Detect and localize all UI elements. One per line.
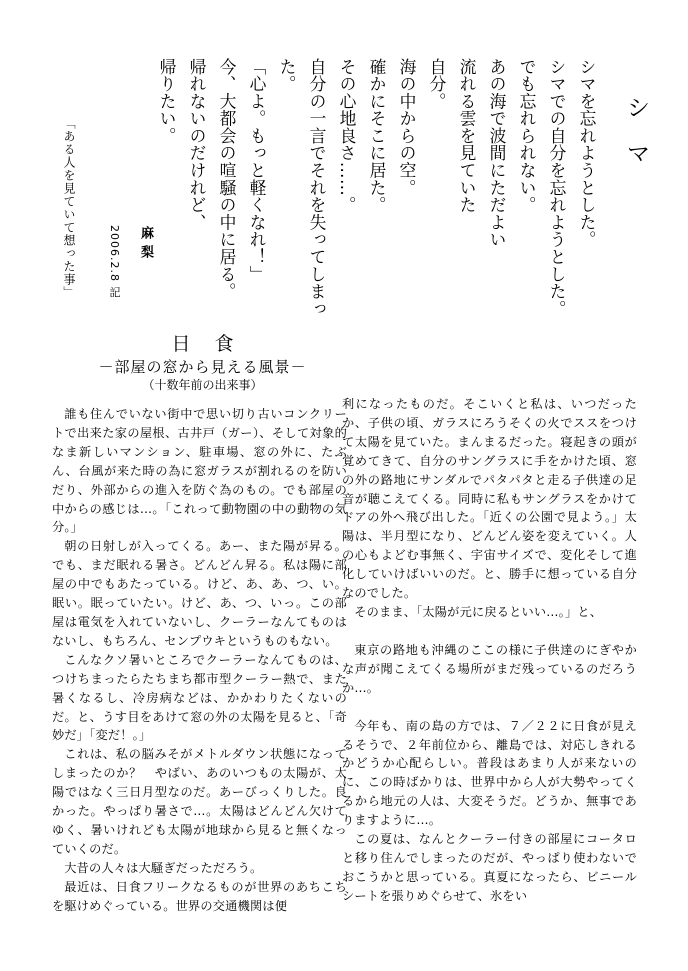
poem-date: 2006.2.8 記 (108, 225, 121, 299)
essay-paragraph: これは、私の脳みそがメトルダウン状態になってしまったのか？ やばい、あのいつもの太陽が、太陽ではなく三日月型なのだ。あーびっくりした。良かった。やっぱり暑さで…。太陽はどんどん欠けてゆく、暑いけれども太陽が地球から見ると無くなっていくのだ。 (52, 747, 347, 856)
essay-paragraph: こんなクソ暑いところでクーラーなんてものは、つけちまったらたちまち都市型クーラー熱で、また暑くなるし、冷房病などは、かかわりたくないのだ。と、うす目をあけて窓の外の太陽を見ると、「奇妙だ」「変だ！。」 (52, 652, 347, 743)
essay-paragraph: 誰も住んでいない街中で思い切り古いコンクリートで出来た家の屋根、古井戸（ガー）、そして対象的なま新しいマンション、駐車場、窓の外に、たぶん、台風が来た時の為に窓ガラスが割れるのを防いだり、外部からの進入を防ぐ為のもの。でも部屋の中からの感じは…。「これって動物園の中の動物の気分。」 (52, 407, 347, 535)
essay-title: 日食 (171, 333, 258, 355)
poem-line: 「心よ。もっと軽くなれ！」 (247, 58, 267, 283)
essay-column-left (52, 405, 347, 915)
essay-paragraph: 今年も、南の島の方では、７／２２に日食が見えるそうで、２年前位から、離島では、対応しきれるかどうか心配らしい。普段はあまり人が来ないのに、この時ばかりは、世界中から人が大勢やってくるから地元の人は、大変そうだ。どうか、無事でありますように…。 (342, 718, 637, 828)
essay-paragraph: 最近は、日食フリークなるものが世界のあちこちを駆けめぐっている。世界の交通機関は便 (52, 879, 347, 913)
poem-line: でも忘れられない。 (517, 58, 537, 214)
essay-paragraph: 大昔の人々は大騒ぎだっただろう。 (64, 860, 263, 875)
poem-line: 自分の一言でそれを失ってしまっ (307, 58, 327, 318)
poem-line: 確かにそこに居た。 (367, 58, 387, 214)
essay-paragraph: 東京の路地も沖縄のここの様に子供達のにぎやかな声が聞こえてくる場所がまだ残っているのだろうか…。 (342, 642, 637, 695)
poem-line: 今、大都会の喧騒の中に居る。 (217, 58, 237, 301)
essay-subtitle: －部屋の窓から見える風景－ (98, 358, 307, 376)
essay-header (45, 332, 360, 392)
poem-line: その心地良さ……。 (337, 58, 357, 214)
poem-line: シマを忘れようとした。 (577, 58, 597, 249)
essay-paragraph: 朝の日射しが入ってくる。あー、また陽が昇る。でも、まだ眠れる暑さ。どんどん昇る。私は陽に部屋の中でもあたっている。けど、あ、あ、つ、い。眠い。眠っていたい。けど、あ、つ、いっ。この部屋は電気を入れていないし、クーラーなんてものはないし、もちろん、センプウキというものもない。 (52, 539, 347, 648)
essay-quote: そのまま、「太陽が元に戻るといい…。」と、 (354, 604, 603, 619)
poem-line: 海の中からの空。 (397, 58, 417, 197)
poem-line: シマでの自分を忘れようとした。 (547, 58, 567, 318)
poem-title: シマ (622, 95, 650, 187)
poem-author: 麻梨 (138, 226, 153, 264)
poem-line: 帰りたい。 (157, 58, 177, 145)
poem-line: あの海で波間にただよい (487, 58, 507, 249)
essay-column-right (342, 395, 637, 906)
essay-note: （十数年前の出来事） (142, 378, 263, 392)
poem-line: た。 (277, 58, 297, 93)
essay-paragraph: この夏は、なんとクーラー付きの部屋にコータロと移り住んでしまったのだが、やっぱり使わないでおこうかと思っている。真夏になったら、ビニールシートを張りめぐらせて、氷をい (342, 832, 637, 903)
poem-body (152, 58, 602, 338)
poem-caption: 「ある人を見ていて想った事」 (62, 117, 76, 299)
poem-line: 帰れないのだけれど、 (187, 58, 207, 231)
poem-line: 流れる雲を見ていた (457, 58, 477, 214)
poem-line: 自分。 (427, 58, 447, 110)
essay-paragraph: 利になったものだ。そこいくと私は、いつだったか、子供の頃、ガラスにろうそくの火でススをつけて太陽を見ていた。まんまるだった。寝起きの頭が覚めてきて、自分のサングラスに手をかけた頃、窓の外の路地にサンダルでパタパタと走る子供達の足音が聴こえてくる。同時に私もサングラスをかけてドアの外へ飛び出した。「近くの公園で見よう。」太陽は、半月型になり、どんどん姿を変えていく。人の心もよどむ事無く、宇宙サイズで、変化そして進化していけばいいのだ。と、勝手に想っている自分なのでした。 (342, 397, 637, 601)
